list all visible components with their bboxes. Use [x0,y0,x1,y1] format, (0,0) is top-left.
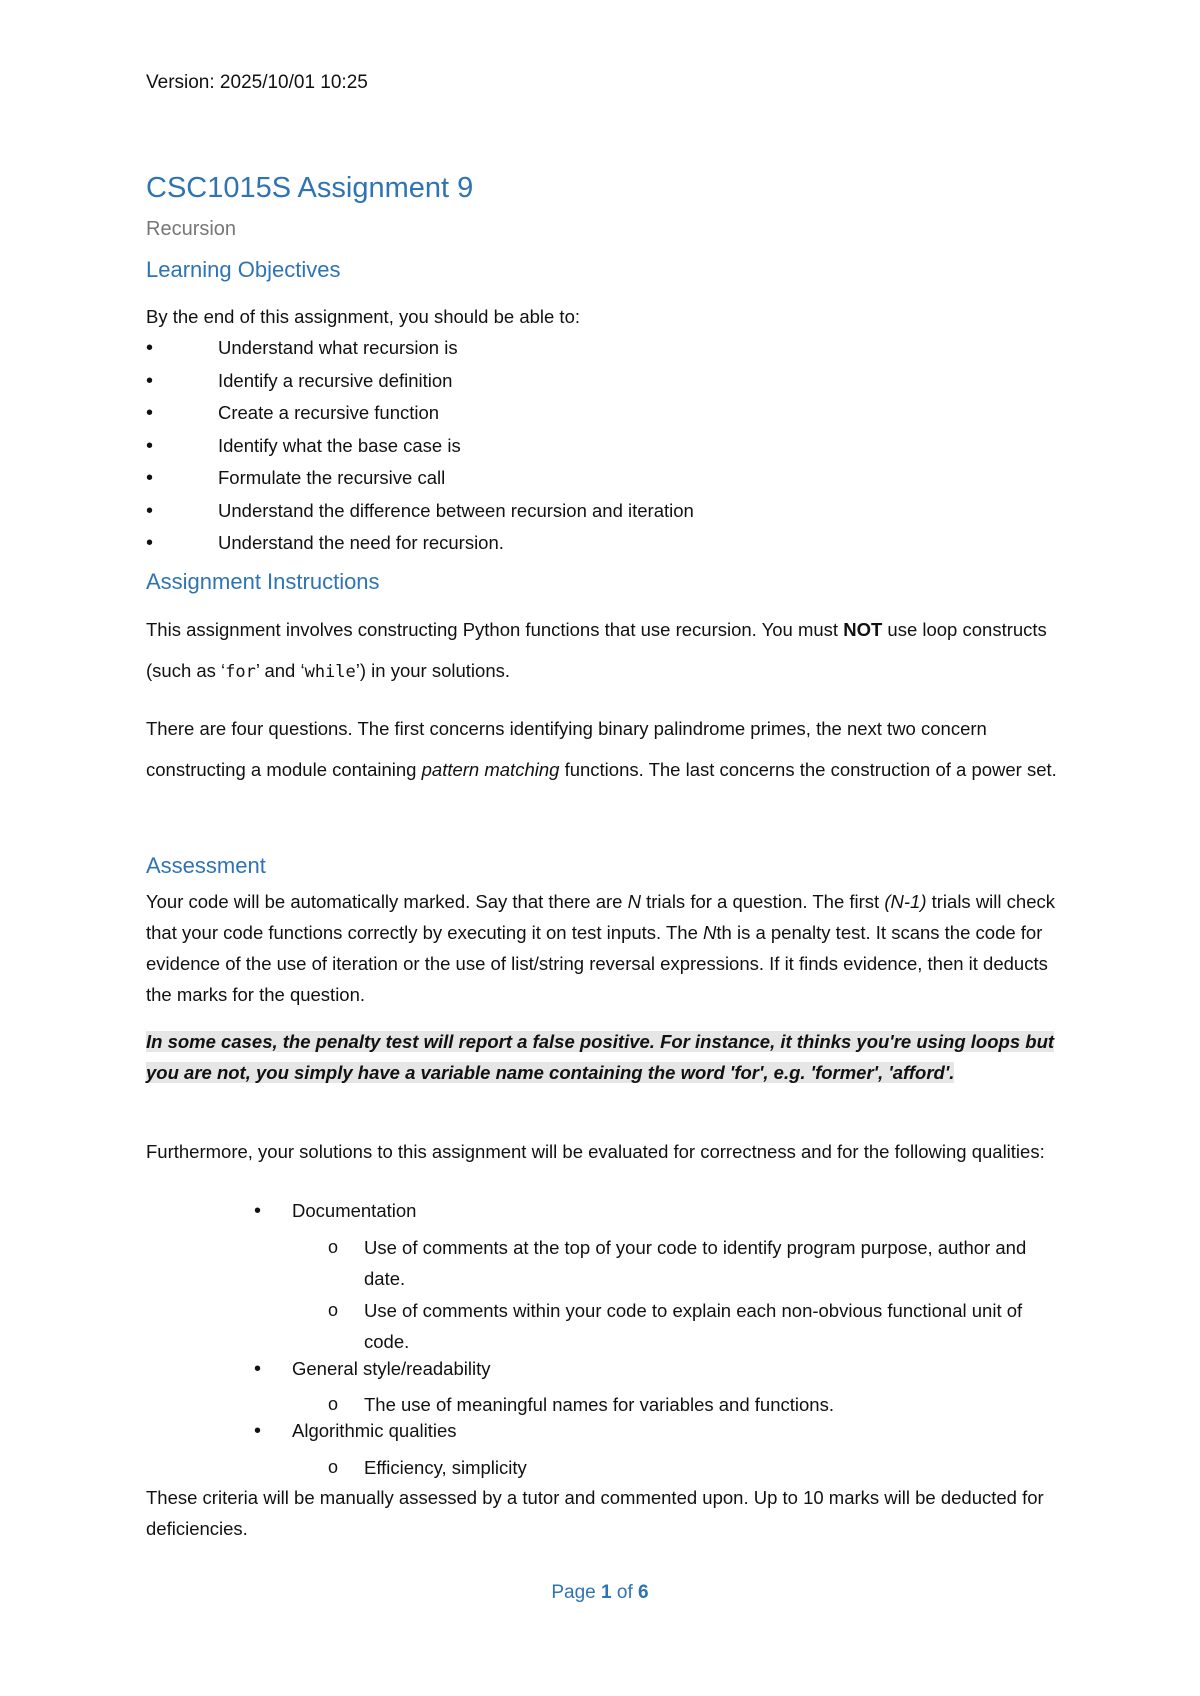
list-item: • Understand the difference between recursion and iteration [218,495,694,528]
list-item: • Create a recursive function [218,397,694,430]
assessment-heading: Assessment [146,853,266,878]
circle-bullet-icon: o [328,1300,339,1320]
document-subtitle: Recursion [146,218,237,240]
furthermore-paragraph: Furthermore, your solutions to this assignment will be evaluated for correctness and for the following qualities: [146,1141,1045,1162]
bullet-icon: • [254,1200,262,1222]
bullet-icon: • [254,1420,262,1442]
list-item: • Understand the need for recursion. [218,527,694,560]
list-item: • Identify what the base case is [218,430,694,463]
learning-objectives-intro: By the end of this assignment, you should be able to: [146,306,581,327]
instructions-heading: Assignment Instructions [146,569,380,594]
document-title: CSC1015S Assignment 9 [146,172,474,204]
penalty-warning: In some cases, the penalty test will report a false positive. For instance, it thinks you're using loops but you are not, you simply have a variable name containing the word 'for', e.g. 'former', 'afford'. [146,1031,1055,1083]
version-header: Version: 2025/10/01 10:25 [146,72,368,93]
list-item: • Understand what recursion is [218,332,694,365]
instructions-paragraph-1: This assignment involves constructing Python functions that use recursion. You must NOT use loop constructs (such as ‘for’ and ‘while’) in your solutions. [146,619,1047,682]
page-footer: Page 1 of 6 [551,1582,649,1603]
learning-objectives-list [218,332,694,560]
bullet-icon: • [254,1358,262,1380]
circle-bullet-icon: o [328,1457,339,1477]
list-item: • Identify a recursive definition [218,365,694,398]
assessment-paragraph: Your code will be automatically marked. Say that there are N trials for a question. The first (N-1) trials will check that your code functions correctly by executing it on test inputs. The Nth is a penalty test. It scans the code for evidence of the use of iteration or the use of list/string reversal expressions. If it finds evidence, then it deducts the marks for the question. [146,891,1055,1005]
circle-bullet-icon: o [328,1237,339,1257]
closing-paragraph: These criteria will be manually assessed by a tutor and commented upon. Up to 10 marks will be deducted for deficiencies. [146,1487,1044,1539]
instructions-paragraph-2: There are four questions. The first concerns identifying binary palindrome primes, the next two concern constructing a module containing pattern matching functions. The last concerns the construction of a power set. [146,718,1057,780]
document-page: Version: 2025/10/01 10:25 CSC1015S Assignment 9 Recursion Learning Objectives By the end of this assignment, you should be able to: • Understand what recursion is • Identify a recursive definition • Create a recursive function • Identify what the base case is • Formulate the recursive call • Understand the difference between recursion and iteration • Understand the need for recursion. Assignment Instructions This assignment involves constructing Python functions that use recursion. You must NOT use loop constructs (such as ‘for’ and ‘while’) in your solutions. There are four questions. The first concerns identifying binary palindrome primes, the next two concern constructing a module containing pattern matching functions. The last concerns the construction of a power set. Assessment Your code will be automatically marked. Say that there are N trials for a question. The first (N-1) trials will check that your code functions correctly by executing it on test inputs. The Nth is a penalty test. It scans the code for evidence of the use of iteration or the use of list/string reversal expressions. If it finds evidence, then it deducts the marks for the question. In some cases, the penalty test will report a false positive. For instance, it thinks you're using loops but you are not, you simply have a variable name containing the word 'for', e.g. 'former', 'afford'. Furthermore, your solutions to this assignment will be evaluated for correctness and for the following qualities: • Documentation o Use of comments at the top of your code to identify program purpose, author and date. o Use of comments within your code to explain each non-obvious functional unit of code. • General style/readability o The use of meaningful names for variables and functions. • Algorithmic qualities o Efficiency, simplicity These criteria will be manually assessed by a tutor and commented upon. Up to 10 marks will be deducted for deficiencies. Page 1 of 6 [0,0,1200,1696]
learning-objectives-heading: Learning Objectives [146,257,341,282]
list-item: • Formulate the recursive call [218,462,694,495]
circle-bullet-icon: o [328,1394,339,1414]
